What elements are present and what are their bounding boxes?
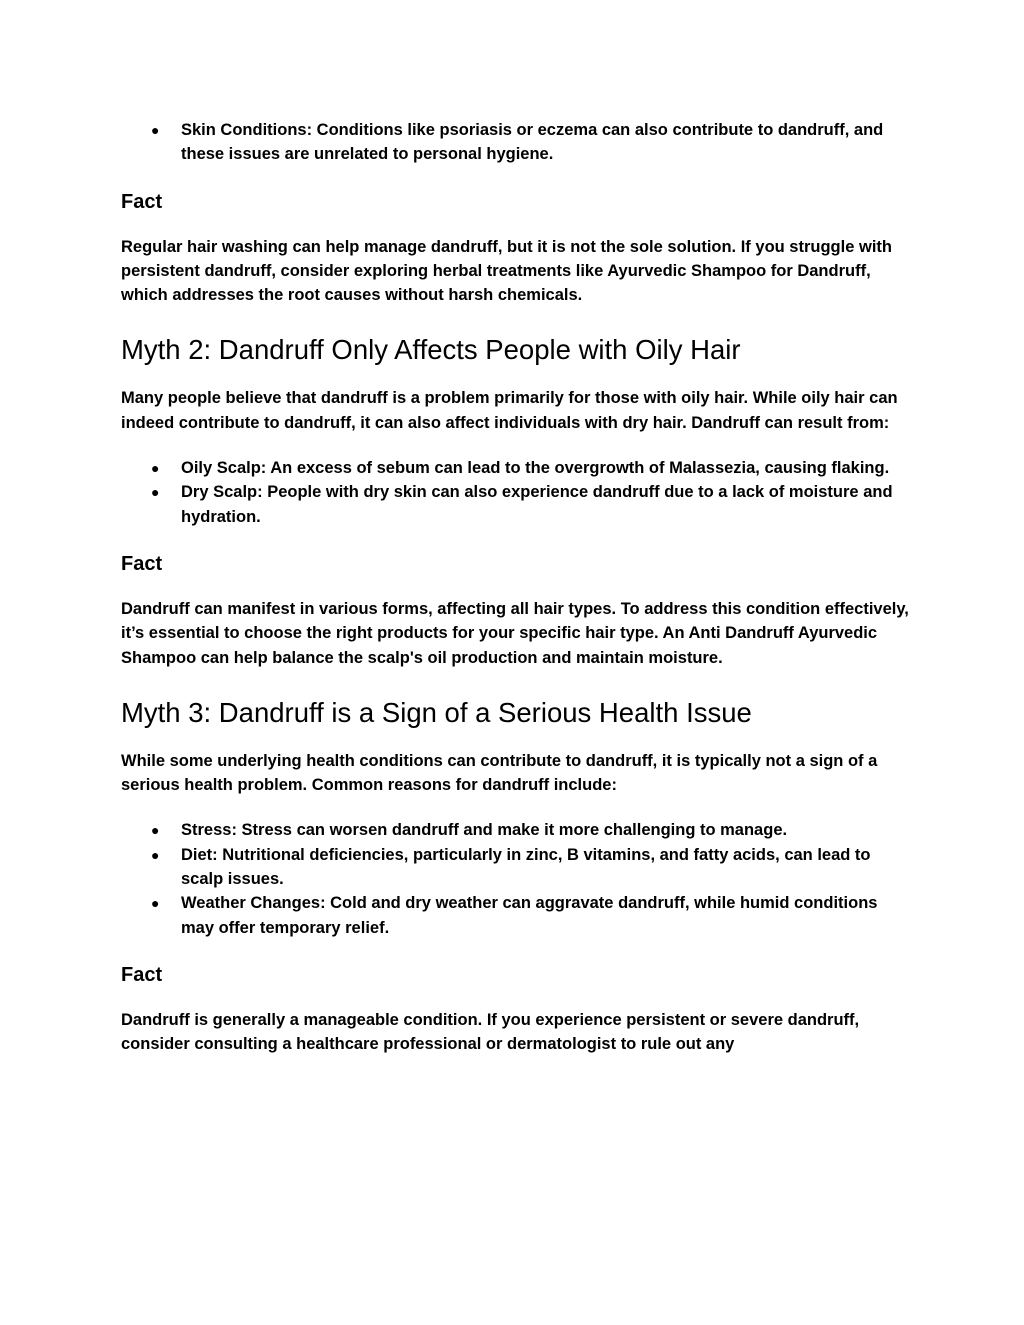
list-item (121, 843, 911, 892)
fact-paragraph-1: Regular hair washing can help manage dandruff, but it is not the sole solution. If you struggle with persistent dandruff, consider exploring herbal treatments like Ayurvedic Shampoo for Dandruff, which addresses the root causes without harsh chemicals. (121, 237, 892, 305)
list-item-text: Oily Scalp: An excess of sebum can lead to the overgrowth of Malassezia, causing flaking. (181, 459, 890, 478)
list-item (121, 818, 911, 842)
fact-heading-3: Fact (121, 963, 163, 986)
list-item (121, 891, 911, 940)
myth-3-intro: While some underlying health conditions can contribute to dandruff, it is typically not a sign of a serious health problem. Common reasons for dandruff include: (121, 751, 878, 795)
list-item (121, 480, 911, 529)
fact-heading-1: Fact (121, 190, 163, 213)
fact-paragraph-2: Dandruff can manifest in various forms, affecting all hair types. To address this condition effectively, it’s essential to choose the right products for your specific hair type. An Anti Dandruff Ayurvedic Shampoo can help balance the scalp's oil production and maintain moisture. (121, 599, 909, 667)
list-item-text: Diet: Nutritional deficiencies, particularly in zinc, B vitamins, and fatty acids, can lead to scalp issues. (181, 845, 871, 889)
skin-conditions-list (121, 118, 911, 167)
bullet-icon: ● (151, 122, 160, 138)
myth-2-heading: Myth 2: Dandruff Only Affects People with Oily Hair (121, 334, 741, 366)
myth-3-heading: Myth 3: Dandruff is a Sign of a Serious Health Issue (121, 696, 752, 728)
list-item (121, 456, 911, 480)
list-item-text: Stress: Stress can worsen dandruff and make it more challenging to manage. (181, 821, 788, 840)
list-item-text: Skin Conditions: Conditions like psoriasis or eczema can also contribute to dandruff, and these issues are unrelated to personal hygiene. (181, 121, 884, 164)
myth-3-list (121, 818, 911, 939)
bullet-icon: ● (151, 895, 160, 912)
bullet-icon: ● (151, 484, 160, 501)
bullet-icon: ● (151, 460, 160, 477)
list-item (121, 118, 911, 167)
bullet-icon: ● (151, 822, 160, 839)
bullet-icon: ● (151, 846, 160, 863)
document-page (121, 118, 911, 1057)
myth-2-list (121, 456, 911, 529)
myth-2-intro: Many people believe that dandruff is a problem primarily for those with oily hair. While oily hair can indeed contribute to dandruff, it can also affect individuals with dry hair. Dandruff can result from: (121, 389, 898, 432)
list-item-text: Weather Changes: Cold and dry weather can aggravate dandruff, while humid conditions may offer temporary relief. (181, 894, 878, 937)
list-item-text: Dry Scalp: People with dry skin can also experience dandruff due to a lack of moisture and hydration. (181, 483, 893, 526)
fact-paragraph-3: Dandruff is generally a manageable condition. If you experience persistent or severe dandruff, consider consulting a healthcare professional or dermatologist to rule out any (121, 1010, 860, 1054)
fact-heading-2: Fact (121, 552, 163, 575)
